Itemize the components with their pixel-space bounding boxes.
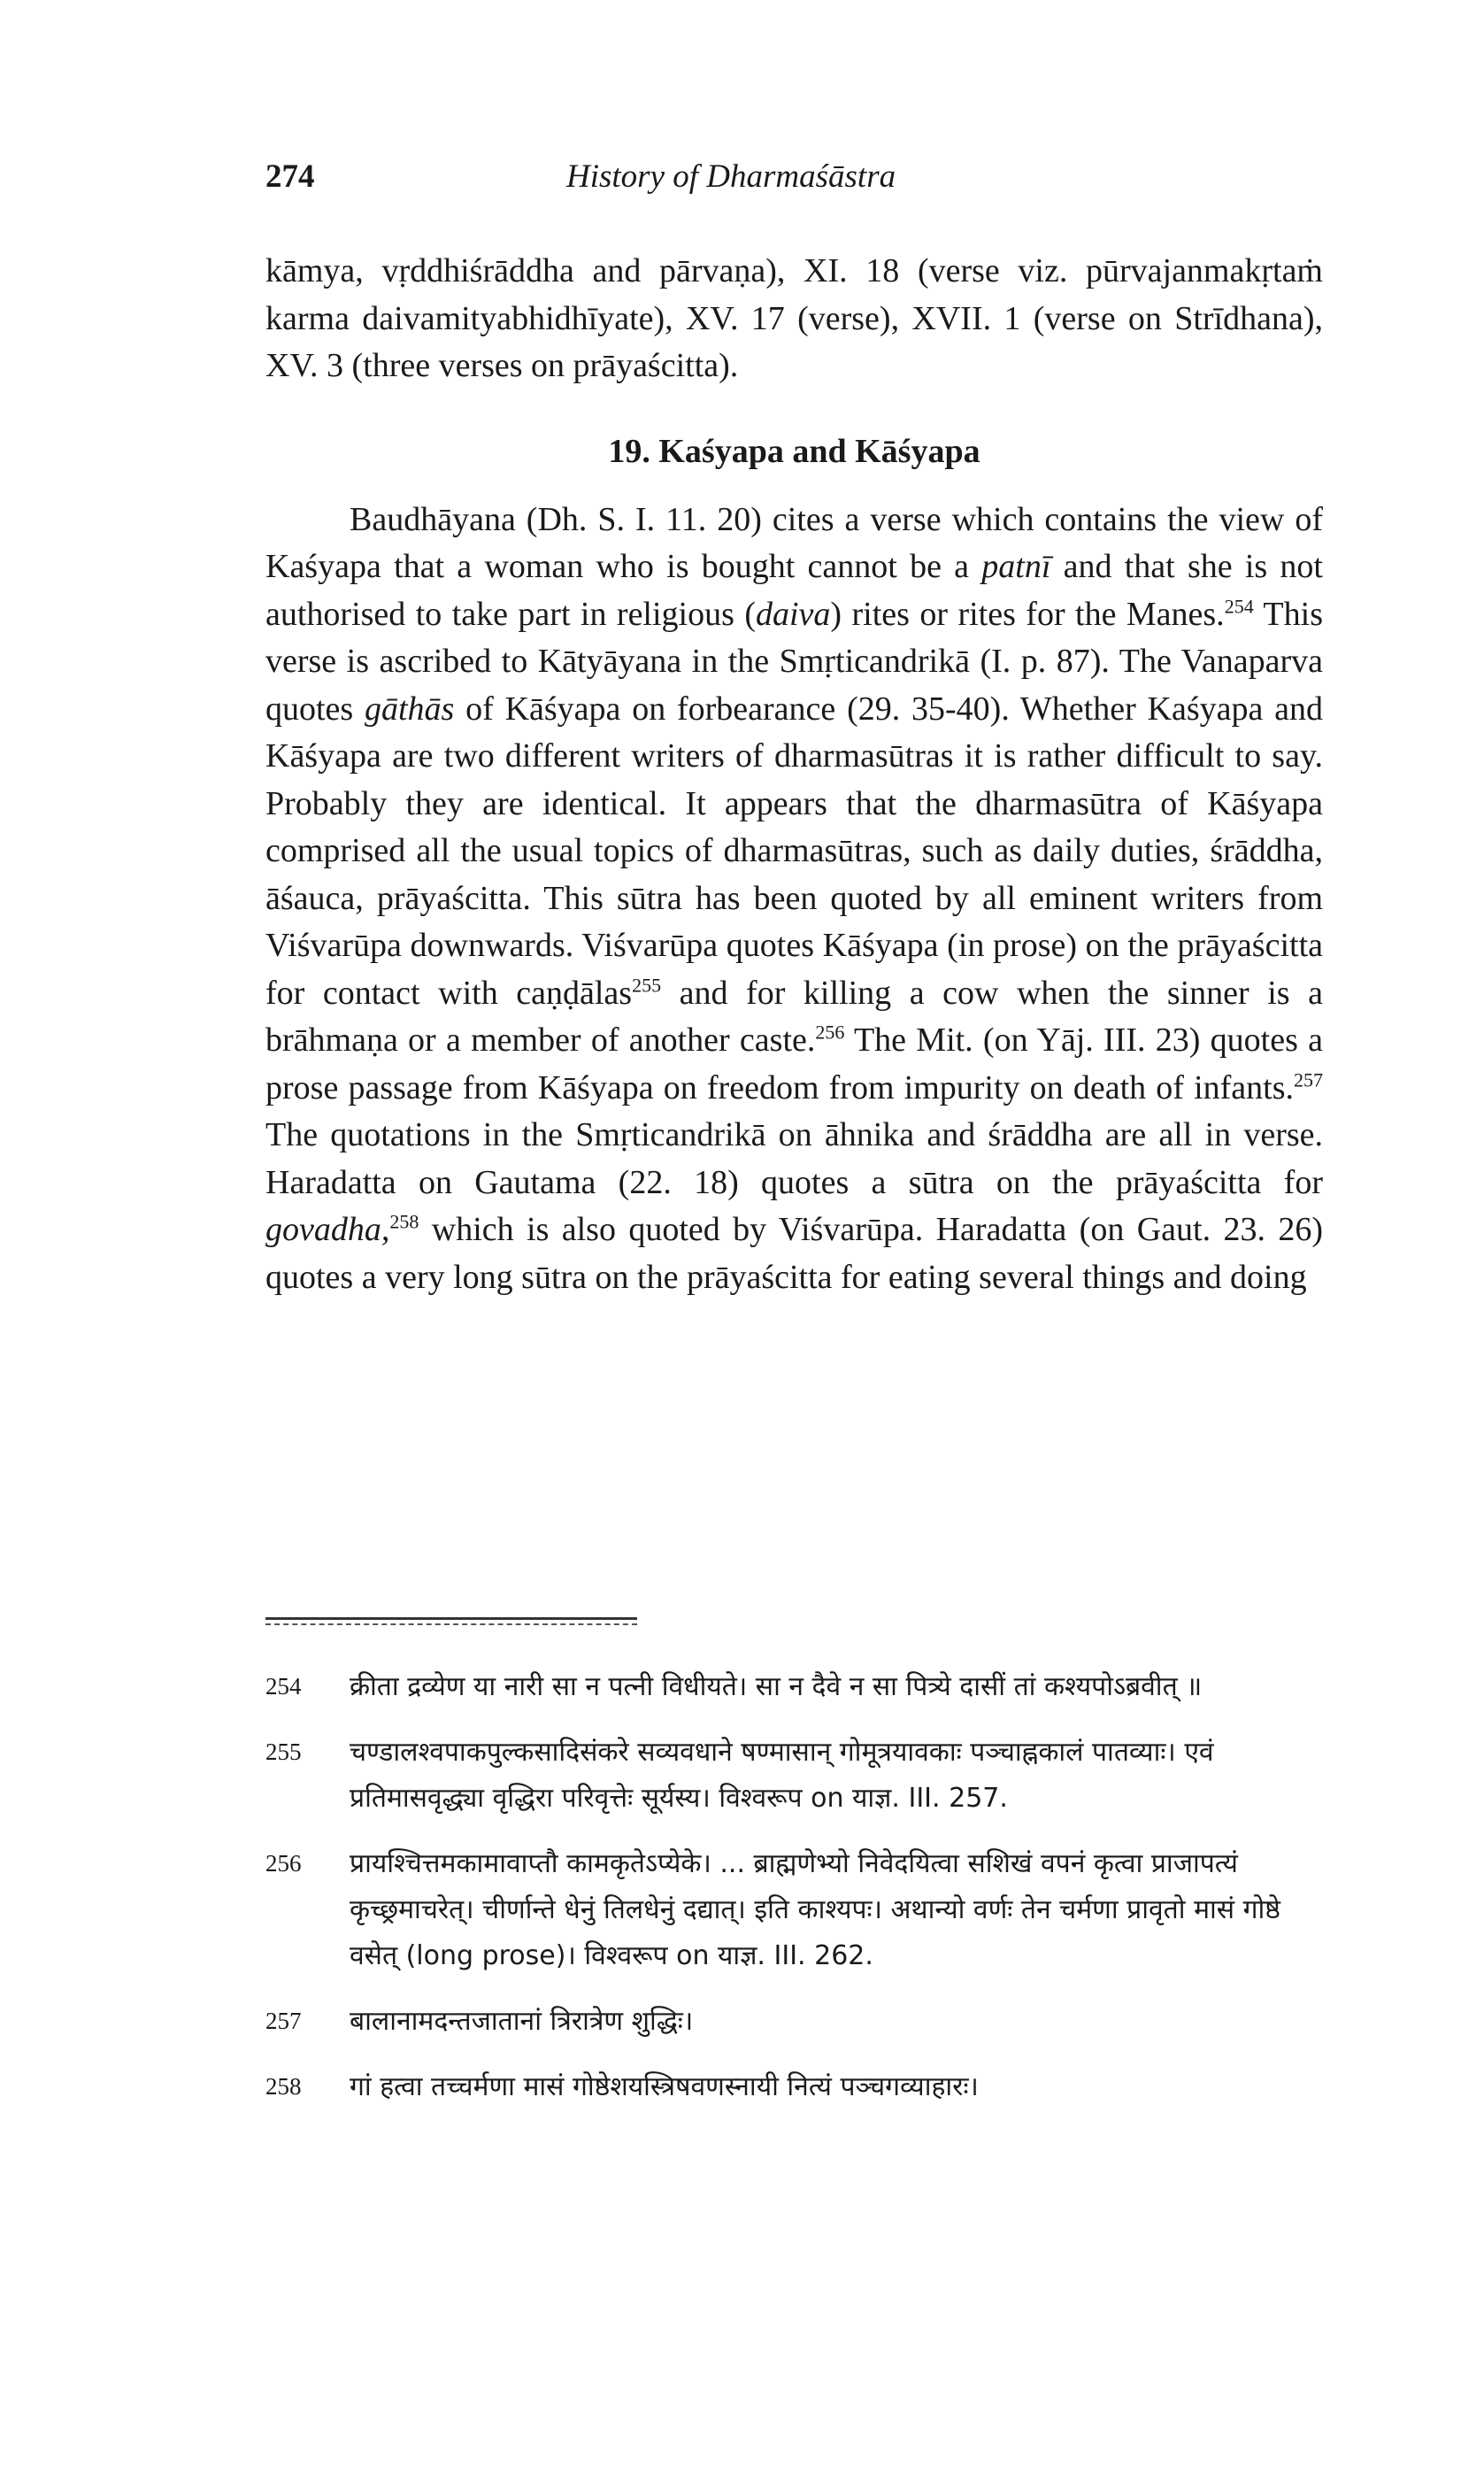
footnote — [265, 1841, 1327, 1979]
italic-term: patnī — [981, 548, 1051, 585]
footnotes — [265, 1664, 1327, 2130]
section-paragraph — [265, 497, 1323, 1302]
text-run: The quotations in the Smṛticandrikā on āhnika and śrāddha are all in verse. Haradatta on Gautama (22. 18) quotes a sūtra on the prāyaścitta for — [265, 1116, 1323, 1201]
footnote-text: चण्डालश्वपाकपुल्कसादिसंकरे सव्यवधाने षण्मासान् गोमूत्रयावकाः पञ्चाह्नकालं पातव्याः। एवं प्रतिमासवृद्ध्या वृद्धिरा परिवृत्तेः सूर्यस्य। विश्वरूप on याज्ञ. III. 257. — [350, 1737, 1214, 1814]
continuation-paragraph: kāmya, vṛddhiśrāddha and pārvaṇa), XI. 18 (verse viz. pūrvajanmakṛtaṁ karma daivamityabhidhīyate), XV. 17 (verse), XVII. 1 (verse on Strīdhana), XV. 3 (three verses on prāyaścitta). — [265, 252, 1323, 384]
footnote-text: क्रीता द्रव्येण या नारी सा न पत्नी विधीयते। सा न दैवे न सा पित्र्ये दासीं तां कश्यपोऽब्रवीत् ॥ — [350, 1671, 1203, 1702]
section-heading: 19. Kaśyapa and Kāśyapa — [608, 432, 980, 470]
footnote-ref-256[interactable]: 256 — [815, 1021, 845, 1044]
page-number: 274 — [265, 158, 315, 195]
footnote-text: बालानामदन्तजातानां त्रिरात्रेण शुद्धिः। — [350, 2006, 694, 2037]
text-run: of Kāśyapa on forbearance (29. 35-40). Whether Kaśyapa and Kāśyapa are two different writers of dharmasūtras it is rather difficult to say. Probably they are identical. It appears that the dharmasūtra of Kāśyapa comprised all the usual topics of dharmasūtras, such as daily duties, śrāddha, āśauca, prāyaścitta. This sūtra has been quoted by all eminent writers from Viśvarūpa downwards. Viśvarūpa quotes Kāśyapa (in prose) on the prāyaścitta for contact with caṇḍālas — [265, 690, 1323, 1012]
footnote-ref-258[interactable]: 258 — [389, 1210, 419, 1233]
footnote-text: गां हत्वा तच्चर्मणा मासं गोष्ठेशयस्त्रिषवणस्नायी नित्यं पञ्चगव्याहारः। — [350, 2071, 979, 2102]
footnote-ref-255[interactable]: 255 — [632, 973, 662, 996]
footnote-number: 258 — [265, 2073, 302, 2100]
text-run: and that she is not authorised to take part in religious ( — [265, 548, 1323, 633]
text-run: Baudhāyana (Dh. S. I. 11. 20) cites a verse which contains the view of Kaśyapa that a woman who is bought cannot be a — [265, 500, 1323, 585]
footnote — [265, 1999, 1327, 2045]
footnote-divider — [265, 1617, 637, 1620]
footnote-number: 257 — [265, 2008, 302, 2034]
main-text — [265, 248, 1323, 1301]
footnote-number: 255 — [265, 1738, 302, 1765]
italic-term: daiva — [755, 595, 831, 633]
text-run: and for killing a cow when the sinner is a brāhmaṇa or a member of another caste. — [265, 974, 1324, 1059]
footnote — [265, 1664, 1327, 1710]
footnote-ref-257[interactable]: 257 — [1294, 1068, 1323, 1091]
text-run: which is also quoted by Viśvarūpa. Haradatta (on Gaut. 23. 26) quotes a very long sūtra on the prāyaścitta for eating several things and doing — [265, 1211, 1323, 1296]
italic-term: govadha, — [265, 1211, 390, 1248]
text-run: ) rites or rites for the Manes. — [830, 595, 1225, 633]
text-run: This verse is ascribed to Kātyāyana in the Smṛticandrikā (I. p. 87). The Vanaparva quotes — [265, 595, 1323, 728]
italic-term: gāthās — [365, 690, 455, 728]
footnote — [265, 1730, 1327, 1822]
text-run: The Mit. (on Yāj. III. 23) quotes a prose passage from Kāśyapa on freedom from impurity on death of infants. — [265, 1021, 1323, 1106]
footnote-ref-254[interactable]: 254 — [1224, 594, 1254, 617]
running-title: History of Dharmaśāstra — [566, 158, 896, 195]
footnote — [265, 2064, 1327, 2110]
footnote-text: प्रायश्चित्तमकामावाप्तौ कामकृतेऽप्येके। ... ब्राह्मणेभ्यो निवेदयित्वा सशिखं वपनं कृत्वा प्राजापत्यं कृच्छ्रमाचरेत्। चीर्णान्ते धेनुं तिलधेनुं दद्यात्। इति काश्यपः। अथान्यो वर्णः तेन चर्मणा प्रावृतो मासं गोष्ठे वसेत् (long prose)। विश्वरूप on याज्ञ. III. 262. — [350, 1848, 1280, 1971]
page-header — [265, 158, 1345, 211]
footnote-number: 256 — [265, 1850, 302, 1877]
footnote-number: 254 — [265, 1673, 302, 1700]
